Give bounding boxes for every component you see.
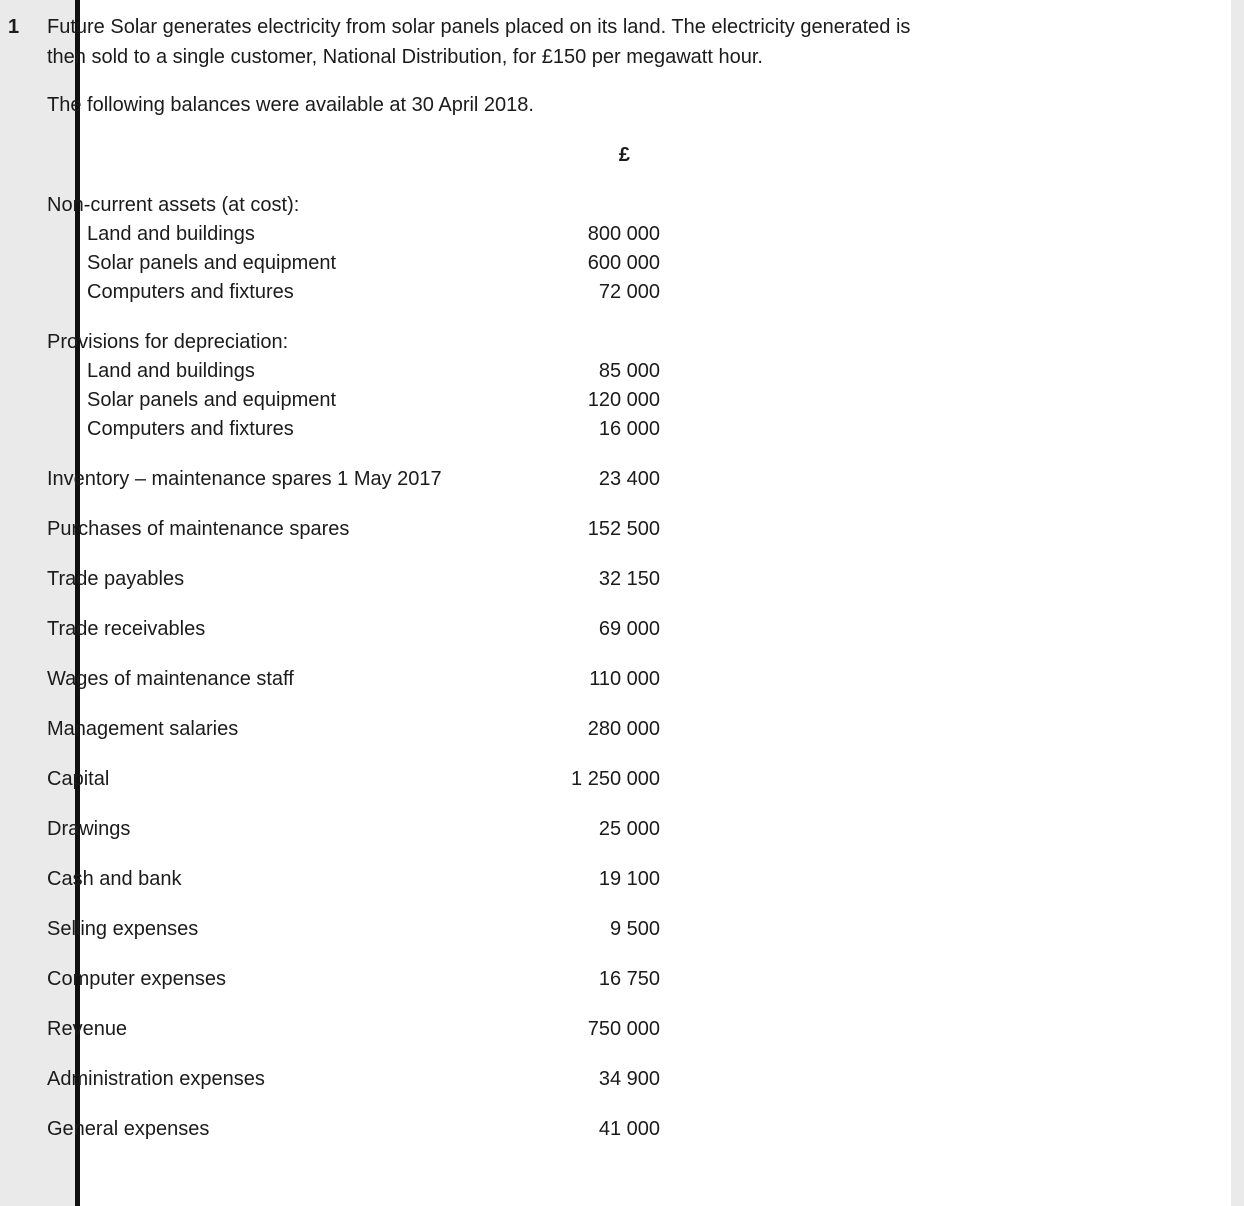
balance-row [47,565,660,594]
balance-row [47,278,660,307]
balance-row [47,357,660,386]
balance-label: Management salaries [47,718,239,740]
balance-value: 600 000 [587,252,660,274]
balance-value: 280 000 [587,718,660,740]
balance-row [47,220,660,249]
balance-label: Computer expenses [47,968,226,990]
balance-value: 16 750 [598,968,660,990]
balance-value: 19 100 [598,868,660,890]
balance-row [47,765,660,794]
balance-label: Selling expenses [47,918,199,940]
balance-label: Cash and bank [47,868,182,890]
balance-label: Computers and fixtures [87,281,294,303]
balances-intro-paragraph: The following balances were available at 30 April 2018. [47,94,534,116]
question-intro-paragraph: Future Solar generates electricity from solar panels placed on its land. The electricity generated is then sold to a single customer, National Distribution, for £150 per megawatt hour. [47,16,911,68]
balance-row [47,386,660,415]
balance-row [47,249,660,278]
balance-label: Land and buildings [87,223,255,245]
balance-value: 32 150 [598,568,660,590]
balance-value [520,191,660,220]
balance-label: Administration expenses [47,1068,265,1090]
balance-value: 34 900 [598,1068,660,1090]
question-number: 1 [8,16,20,38]
balance-row [47,415,660,444]
balance-row [47,1115,660,1144]
balance-row [47,515,660,544]
currency-symbol: £ [618,144,630,166]
balance-label: Drawings [47,818,131,840]
balance-label: Solar panels and equipment [87,389,337,411]
balance-value: 23 400 [598,468,660,490]
balance-row [47,615,660,644]
balance-value: 69 000 [598,618,660,640]
balance-label: Purchases of maintenance spares [47,518,350,540]
balance-value: 152 500 [587,518,660,540]
balance-row [47,665,660,694]
balance-label: Solar panels and equipment [87,252,337,274]
balance-row [47,191,660,220]
balance-value: 1 250 000 [571,768,660,790]
balance-value: 16 000 [598,418,660,440]
balance-value: 800 000 [587,223,660,245]
balance-label: Inventory – maintenance spares 1 May 2017 [47,468,442,490]
balance-label: General expenses [47,1118,210,1140]
balance-label: Trade receivables [47,618,206,640]
balance-row [47,865,660,894]
balance-value: 85 000 [598,360,660,382]
balance-value: 110 000 [589,668,660,690]
balance-value: 750 000 [587,1018,660,1040]
balance-label: Provisions for depreciation: [47,331,289,353]
balance-label: Wages of maintenance staff [47,668,294,690]
balance-row [47,965,660,994]
question-header [8,12,1244,72]
balance-label: Trade payables [47,568,185,590]
balances-list [47,191,660,1144]
balance-row [47,465,660,494]
balance-row [47,915,660,944]
balance-value: 41 000 [598,1118,660,1140]
balance-row [47,328,660,357]
balance-value: 25 000 [598,818,660,840]
balance-value: 120 000 [587,389,660,411]
balance-value: 72 000 [598,281,660,303]
balance-label: Land and buildings [87,360,255,382]
balance-row [47,1015,660,1044]
balance-row [47,815,660,844]
balance-row [47,1065,660,1094]
balance-value [520,328,660,357]
balance-label: Non-current assets (at cost): [47,194,300,216]
balance-value: 9 500 [609,918,660,940]
currency-header-row [47,140,660,170]
balance-label: Computers and fixtures [87,418,294,440]
balance-label: Capital [47,768,110,790]
balance-row [47,715,660,744]
balance-label: Revenue [47,1018,128,1040]
